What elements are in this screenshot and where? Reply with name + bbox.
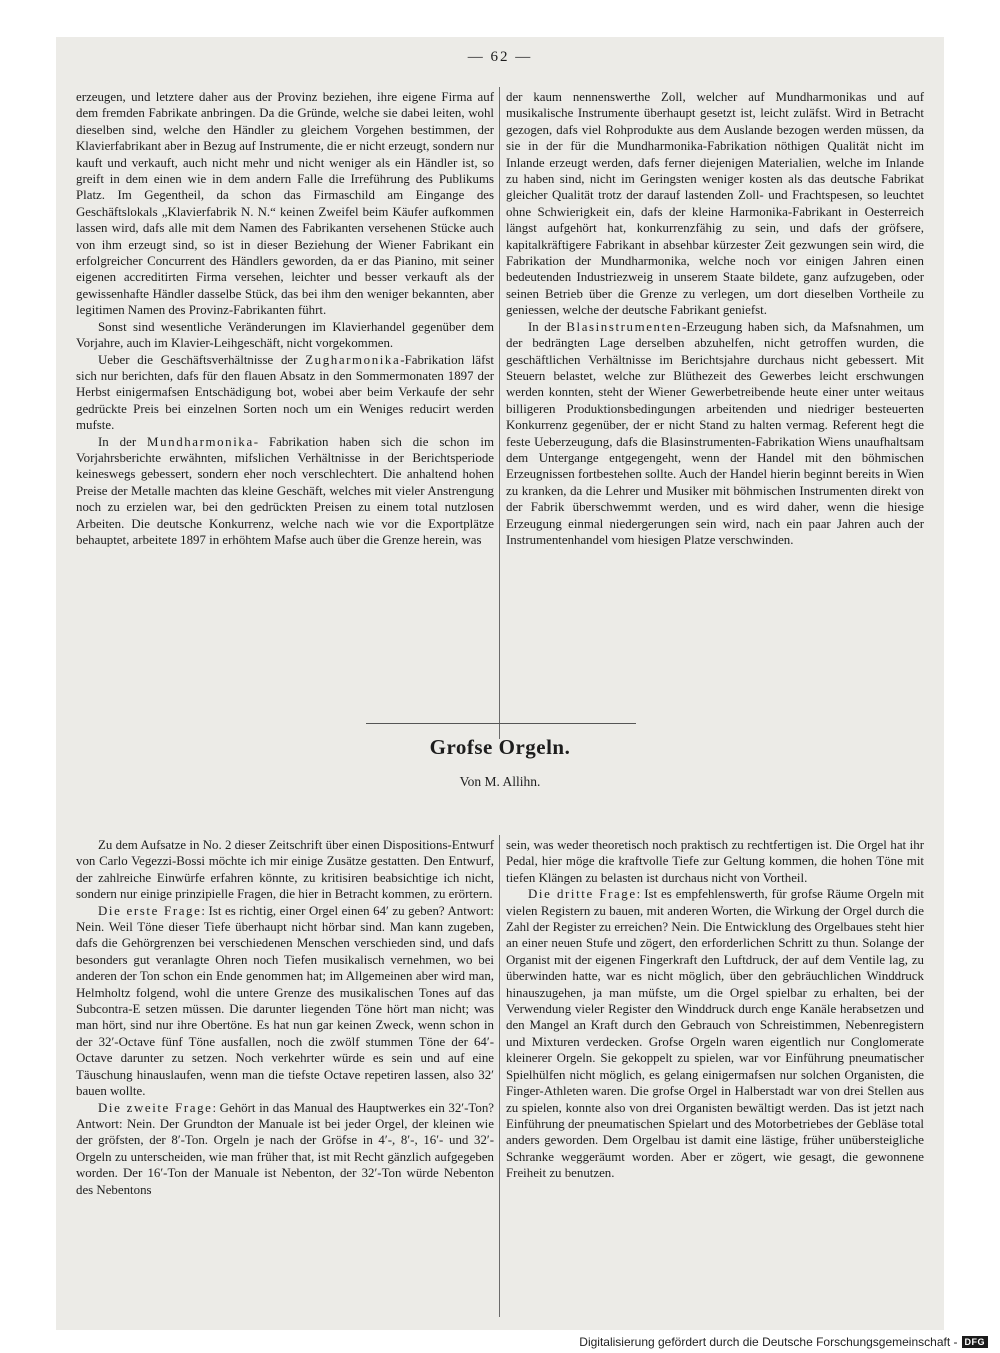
- paragraph-lead: In der: [98, 434, 148, 449]
- footer-credit: Digitalisierung gefördert durch die Deutsche Forschungsgemeinschaft -: [579, 1335, 958, 1349]
- paragraph: Zu dem Aufsatze in No. 2 dieser Zeitschrift über einen Dispositions-Entwurf von Carlo Vegezzi-Bossi möchte ich mir einige Zusätze gestatten. Den Entwurf, der zahlreiche Einwürfe erfahren könnte, zu kritisiren beabsichtige ich nicht, sondern nur einige prinzipielle Fragen, die hier in Betracht kommen, zu erörtern.: [76, 838, 494, 902]
- paragraph-lead: Ueber die Geschäftsverhältnisse der: [98, 352, 306, 367]
- paragraph: sein, was weder theoretisch noch praktisch zu rechtfertigen ist. Die Orgel hat ihr Pedal, hier möge die kraftvolle Tiefe zur Geltung kommen, die hohen Töne mit tiefen Klängen zu belasten ist durchaus nicht von Vortheil.: [506, 838, 924, 885]
- paragraph: der kaum nennenswerthe Zoll, welcher auf Mundharmonikas und auf musikalische Instrumente überhaupt gesetzt ist, leicht zuläfst. Wird in Betracht gezogen, dafs viel Rohprodukte aus dem Auslande bezogen werden müssen, da sie in der für die Mundharmonika-Fabrikation nöthigen Qualität nicht im Inlande erzeugt werden, dafs ferner diejenigen Materialien, welche im Inlande zu haben sind, nicht im Geringsten weniger kosten als das deutsche Fabrikat gleicher Qualität trotz der darauf lastenden Zoll- und Frachtspesen, so leuchtet ohne Schwierigkeit ein, dafs der kleine Harmonika-Fabrikant in Oesterreich längst aufgehört hat, konkurrenzfähig zu sein, und dafs der gröfsere, kapitalkräftigere Fabrikant in absehbar kürzester Zeit gezwungen sein wird, die Fabrikation der Mundharmonika, welche noch vor einigen Jahren einen bedeutenden Industriezweig in unserem Staate bildete, ganz aufzugeben, oder seinen Betrieb über die Grenze zu verlegen, um dort dieselben Vortheile zu geniessen, welche der deutsche Fabrikant geniefst.: [506, 90, 924, 318]
- column-bottom-right: [506, 837, 924, 1182]
- spaced-emphasis: Die erste Frage: [98, 903, 202, 918]
- dfg-logo-icon: DFG: [962, 1336, 989, 1348]
- spaced-emphasis: Zugharmonika: [305, 352, 401, 367]
- paragraph: erzeugen, und letztere daher aus der Provinz beziehen, ihre eigene Firma auf dem fremden Fabrikate anbringen. Da die Gründe, welche sie dabei leiten, wohl dieselben sind, welche den Händler zu gleichem Vorgehen bestimmen, der Klavierfabrikant aber in Bezug auf Instrumente, die er nicht erzeugt, sondern nur kauft und verkauft, auch nicht mehr und nicht weniger als ein Händler ist, so greift in dem einen wie in dem andern Falle die Irreführung des Publikums Platz. Im Gegentheil, da schon das Firmaschild am Eingange des Geschäftslokals „Klavierfabrik N. N.“ keinen Zweifel beim Käufer aufkommen lassen wird, dafs alle mit dem Namen des Fabrikanten versehenen Stücke auch von ihm erzeugt sind, so ist in dieser Beziehung der Wiener Fabrikant ein erfolgreicher Concurrent des Händlers geworden, da er das Pianino, mit seiner eigenen accreditirten Firma versehen, leichter und besser verkauft als der gewissenhafte Händler dasselbe Stück, das bei ihm den weniger bekannten, aber legitimen Namen des Provinz-Fabrikanten führt.: [76, 90, 494, 318]
- paragraph-lead: In der: [528, 319, 567, 334]
- digitization-footer: [579, 1335, 988, 1349]
- column-bottom-left: [76, 837, 494, 1198]
- column-divider-top: [499, 87, 500, 739]
- spaced-emphasis: Mundharmonika: [147, 434, 254, 449]
- page-number: — 62 —: [467, 49, 533, 65]
- spaced-emphasis: Blasinstrumenten: [566, 319, 683, 334]
- paragraph-text: : Ist es empfehlenswerth, für grofse Räume Orgeln mit vielen Registern zu bauen, mit anderen Worten, die Wirkung der Orgel durch die Zahl der Register zu erreichen? Nein. Die Entwicklung des Orgelbaues steht hier an einer neuen Stufe und zögert, den erforderlichen Schritt zu thun. Solange der Organist mit der eigenen Fingerkraft den Luftdruck, der auf dem Ventile lag, zu überwinden hatte, war es nicht möglich, über den gebräuchlichen Winddruck hinauszugehen, ja man müfste, um die Orgel spielbar zu erhalten, bei der Verwendung vieler Register den Winddruck durch enge Kanäle herabsetzen und den Mangel an Kraft durch den Gebrauch von Schreistimmen, Nebenregistern und Mixturen verdecken. Grofse Orgeln waren eigentlich nur Conglomerate kleinerer Orgeln. Sie gekoppelt zu spielen, war vor Einführung pneumatischer Spielhülfen nicht möglich, es gelang einigermafsen nur solchen Organisten, die Finger-Athleten waren. Die grofse Orgel in Halberstadt war von drei Stellen aus zu spielen, konnte also von drei Organisten bewältigt werden. Das ist jetzt nach Einführung der pneumatischen Spielart und des Motorbetriebes der Gebläse total anders geworden. Dem Orgelbau ist damit eine lästige, früher unübersteigliche Schranke weggeräumt worden. Aber er zögert, wie gesagt, die gewonnene Freiheit zu benutzen.: [506, 887, 924, 1181]
- paragraph: [506, 319, 924, 549]
- paragraph: [76, 434, 494, 549]
- spaced-emphasis: Die dritte Frage: [528, 887, 637, 902]
- paragraph: [76, 352, 494, 434]
- paragraph: [76, 903, 494, 1100]
- paragraph-text: - Fabrikation haben sich die schon im Vorjahrsberichte erwähnten, mifslichen Verhältnisse in der Berichtsperiode keineswegs gebessert, sondern eher noch verschlechtert. Die anhaltend hohen Preise der Metalle machten das kleine Geschäft, welches mit vieler Anstrengung noch zu erzielen war, bei den gedrückten Preisen zu einem total nutzlosen Arbeiten. Die deutsche Konkurrenz, welche nach wie vor die Exportplätze behauptet, arbeitete 1897 in erhöhtem Mafse auch über die Grenze herein, was: [76, 434, 494, 547]
- paragraph: [76, 1100, 494, 1198]
- article-byline: Von M. Allihn.: [459, 774, 541, 789]
- paragraph: Sonst sind wesentliche Veränderungen im Klavierhandel gegenüber dem Vorjahre, auch im Klavier-Leihgeschäft, nicht vorgekommen.: [76, 319, 494, 351]
- section-divider: [366, 723, 636, 724]
- paragraph-text: -Erzeugung haben sich, da Mafsnahmen, um der bedrängten Lage derselben abzuhelfen, nicht getroffen wurden, die geschäftlichen Verhältnisse im Berichtsjahre durchaus nicht gebessert. Mit Steuern belastet, welche zur Blüthezeit des Gewerbes leicht erschwungen werden konnten, steht der Wiener Gewerbetreibende heute einer unter weitaus billigeren Produktionsbedingungen arbeitenden und niedriger besteuerten Konkurrenz gegenüber, der er nicht Stand zu halten vermag. Referent hegt die feste Ueberzeugung, dafs die Blasinstrumenten-Fabrikation Wiens unaufhaltsam dem Untergange entgegengeht, wenn der Handel mit den böhmischen Erzeugnissen fortbestehen sollte. Auch der Handel hierin beginnt bereits in Wien zu kranken, da die Lehrer und Musiker mit böhmischen Instrumenten direkt von der Fabrik überschwemmt werden, und es wird daher, wenn die hiesige Erzeugung einmal niedergerungen sein wird, nach ein paar Jahren auch der Instrumentenhandel vom hiesigen Platze verschwinden.: [506, 319, 924, 547]
- column-top-right: [506, 89, 924, 548]
- paragraph: [506, 886, 924, 1181]
- scanned-page: [56, 37, 944, 1330]
- paragraph-text: : Ist es richtig, einer Orgel einen 64′ zu geben? Antwort: Nein. Weil Töne dieser Tiefe überhaupt nicht hörbar sind. Man kann zugeben, dafs die Gehörgrenzen bei verschiedenen Menschen verschieden sind, und dafs besonders gut veranlagte Ohren noch Tiefen musikalisch vernehmen, wo bei anderen der Ton schon ein Ende genommen hat; im Allgemeinen aber wird man, Helmholtz folgend, wohl die untere Grenze des musikalischen Tones auf das Subcontra-E setzen müssen. Die darunter liegenden Töne hört man nicht; was man hört, sind nur ihre Obertöne. Es hat nun gar keinen Zweck, wenn schon in der 32′-Octave fünf Töne ausfallen, noch die zwölf stummen Töne der 64′-Octave darunter zu setzen. Noch verkehrter würde es sein und auf eine Täuschung hinauslaufen, wenn man die tiefste Octave repetiren lassen, also 32′ bauen wollte.: [76, 903, 494, 1099]
- column-divider-bottom: [499, 835, 500, 1317]
- column-top-left: [76, 89, 494, 548]
- paragraph-text: : Gehört in das Manual des Hauptwerkes ein 32′-Ton? Antwort: Nein. Der Grundton der Manuale ist bei jeder Orgel, der kleinen wie der gröfsten, der 8′-Ton. Orgeln je nach der Gröfse in 4′-, 8′-, 16′- und 32′-Orgeln zu unterscheiden, wie man früher that, ist mit Recht gänzlich aufgegeben worden. Der 16′-Ton der Manuale ist Nebenton, der 32′-Ton würde Nebenton des Nebentons: [76, 1100, 494, 1197]
- spaced-emphasis: Die zweite Frage: [98, 1100, 213, 1115]
- article-title: Grofse Orgeln.: [429, 735, 571, 759]
- paragraph-text: -Fabrikation läfst sich nur berichten, dafs für den flauen Absatz in den Sommermonaten 1897 der Herbst einigermafsen Entschädigung bot, wobei aber beim Verkaufe der sehr gedrückte Preis bei einzelnen Sorten noch um ein Weniges reducirt werden mufste.: [76, 352, 494, 433]
